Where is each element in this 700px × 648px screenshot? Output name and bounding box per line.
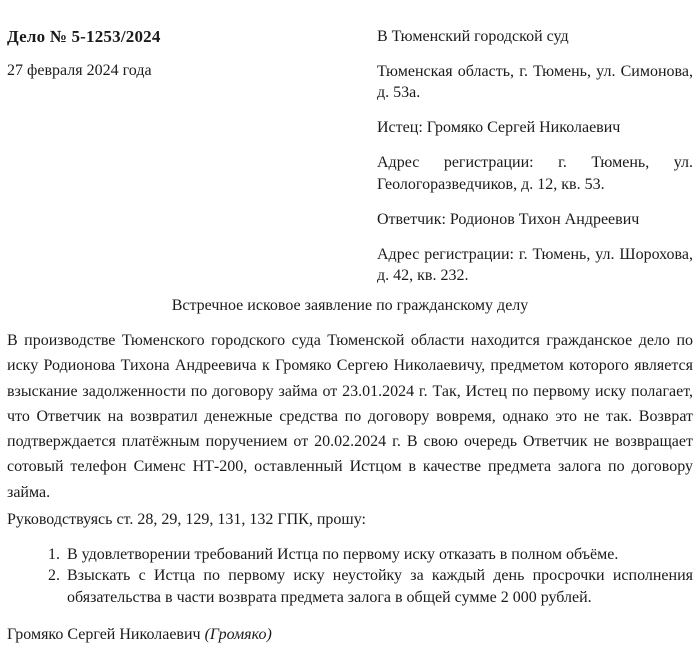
defendant-name: Ответчик: Родионов Тихон Андреевич (377, 210, 640, 228)
signature-line (7, 624, 693, 645)
body-paragraph: В производстве Тюменского городского суда Тюменской области находится гражданское дело по иску Родионова Тихона Андреевича к Громяко Сергею Николаевичу, предметом которого является взыскание задолженности по договору займа от 23.01.2024 г. Так, Истец по первому иску полагает, что Ответчик на возвратил денежные средства по договору вовремя, однако это не так. Возврат подтверждается платёжным поручением от 20.02.2024 г. В свою очередь Ответчик не возвращает сотовый телефон Сименс НТ-200, оставленный Истцом в качестве предмета залога по договору займа. (7, 332, 693, 501)
signature-name: Громяко Сергей Николаевич (7, 625, 205, 643)
request-intro: Руководствуясь ст. 28, 29, 129, 131, 132 ГПК, прошу: (7, 510, 366, 528)
court-address: Тюменская область, г. Тюмень, ул. Симонова, д. 53а. (377, 63, 693, 102)
court-name: В Тюменский городской суд (377, 28, 569, 45)
request-item-1: 1. В удовлетворении требований Истца по первому иску отказать в полном объёме. (64, 544, 693, 565)
document-header (7, 26, 693, 286)
case-number: Дело № 5-1253/2024 (7, 27, 161, 46)
case-date: 27 февраля 2024 года (7, 62, 152, 79)
request-item-2: 2. Взыскать с Истца по первому иску неустойку за каждый день просрочки исполнения обязательства в части возврата предмета залога в общей сумме 2 000 рублей. (64, 565, 693, 608)
document-title: Встречное исковое заявление по гражданскому делу (171, 296, 529, 314)
case-info-block (7, 26, 377, 80)
plaintiff-address: Адрес регистрации: г. Тюмень, ул. Геологоразведчиков, д. 12, кв. 53. (377, 154, 693, 193)
signature-annotation: (Громяко) (204, 625, 272, 643)
requests-list (7, 544, 693, 608)
recipient-block (377, 26, 693, 286)
plaintiff-name: Истец: Громяко Сергей Николаевич (377, 119, 621, 137)
defendant-address: Адрес регистрации: г. Тюмень, ул. Шорохова, д. 42, кв. 232. (377, 245, 693, 284)
